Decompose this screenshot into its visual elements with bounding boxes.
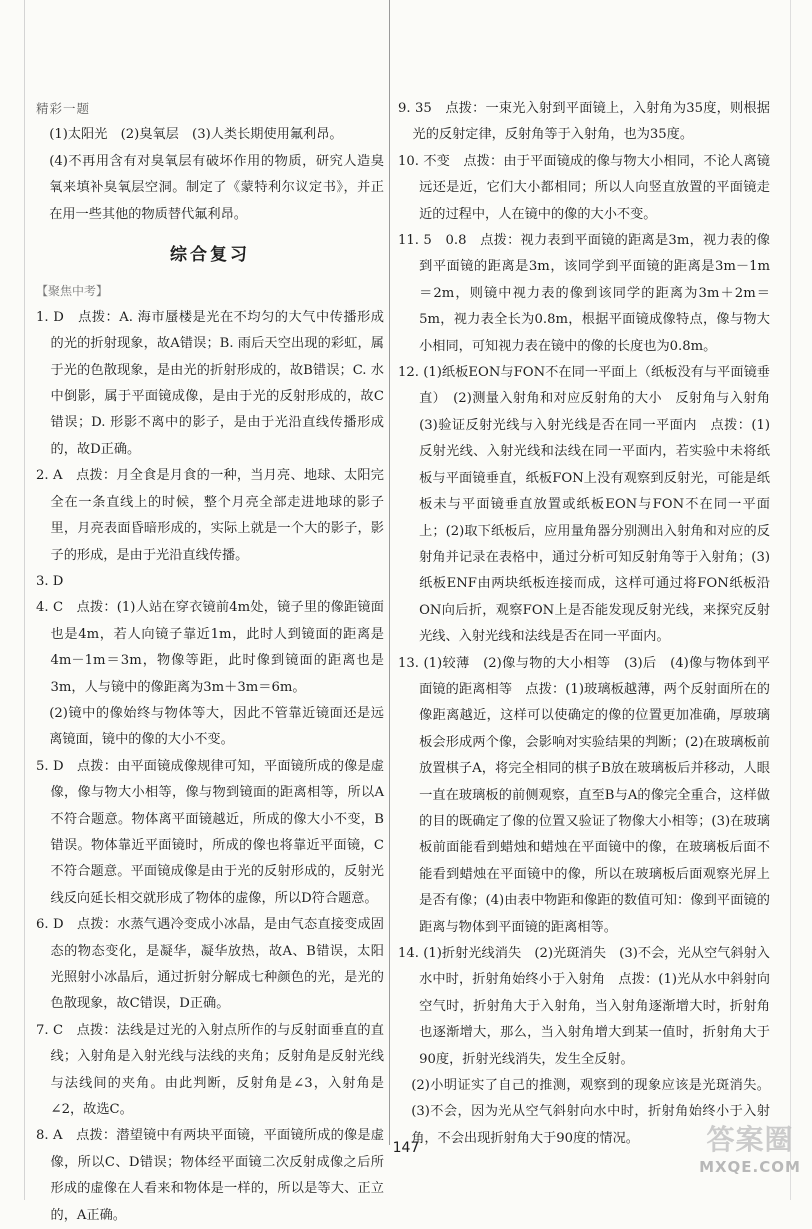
answer-item: 7. C 点拨：法线是过光的入射点所作的与反射面垂直的直线；入射角是入射光线与法线的夹角；反射角是反射光线与法线间的夹角。由此判断，反射角是∠3，入射角是∠2，故选C。 xyxy=(36,1022,384,1118)
answer-item: 13. (1)较薄 (2)像与物的大小相等 (3)后 (4)像与物体到平面镜的距离相等 点拨：(1)玻璃板越薄，两个反射面所在的像距离越近，这样可以使确定的像的位置更加准确，厚玻璃板会形成两个像，会影响对实验结果的判断；(2)在玻璃板前放置棋子A，将完全相同的棋子B放在玻璃板后并移动，人眼一直在玻璃板的前侧观察，直至B与A的像完全重合，这样做的目的既确定了像的位置又验证了物像大小相等；(3)在玻璃板前面能看到蜡烛和蜡烛在平面镜中的像，在玻璃板后面不能看到蜡烛在平面镜中的像，所以在玻璃板后面观察光屏上是否有像；(4)由表中物距和像距的数值可知：像到平面镜的距离与物体到平面镜的距离相等。 xyxy=(398,655,770,935)
answer-item: 8. A 点拨：潜望镜中有两块平面镜，平面镜所成的像是虚像，所以C、D错误；物体经平面镜二次反射成像之后所形成的虚像在人看来和物体是一样的，所以是等大、正立的，A正确。 xyxy=(36,1128,384,1223)
answer-item: 2. A 点拨：月全食是月食的一种，当月亮、地球、太阳完全在一条直线上的时候，整个月亮全部走进地球的影子里，月亮表面昏暗形成的，实际上就是一个大的影子，影子的形成，是由于光沿直线传播。 xyxy=(36,468,384,563)
answer-item: 12. (1)纸板EON与FON不在同一平面上（纸板没有与平面镜垂直） (2)测量入射角和对应反射角的大小 反射角与入射角 (3)验证反射光线与入射光线是否在同一平面内 点拨：(1)反射光线、入射光线和法线在同一平面内，若实验中未将纸板与平面镜垂直，纸板FON上没有观察到反射光，可能是纸板未与平面镜垂直放置或纸板EON与FON不在同一平面上；(2)取下纸板后，应用量角器分别测出入射角和对应的反射角并记录在表格中，通过分析可知反射角等于入射角；(3)纸板ENF由两块纸板连接而成，这样可通过将FON纸板沿ON向后折，观察FON上是否能发现反射光线，来探究反射光线、入射光线和法线是否在同一平面内。 xyxy=(398,365,784,645)
answer-continuation: (2)镜中的像始终与物体等大，因此不管靠近镜面还是远离镜面，镜中的像的大小不变。 xyxy=(49,705,384,748)
left-column xyxy=(36,96,384,1229)
page-number: 147 xyxy=(392,1140,420,1156)
answer-item: 11. 5 0.8 点拨：视力表到平面镜的距离是3m，视力表的像到平面镜的距离是3m，该同学到平面镜的距离是3m－1m＝2m，则镜中视力表的像到该同学的距离为3m＋2m＝5m，视力表全长为0.8m，根据平面镜成像特点，像与物大小相同，可知视力表在镜中的像的长度也为0.8m。 xyxy=(398,233,770,354)
answer-item: 14. (1)折射光线消失 (2)光斑消失 (3)不会，光从空气斜射入水中时，折射角始终小于入射角 点拨：(1)光从水中斜射向空气时，折射角大于入射角，当入射角逐渐增大时，折射角也逐渐增大，那么，当入射角增大到某一值时，折射角大于90度，折射光线消失，发生全反射。 xyxy=(398,946,770,1067)
watermark-logo xyxy=(694,1118,806,1198)
watermark-logo-text: 答案圈 xyxy=(706,1123,794,1156)
answer-continuation: (2)小明证实了自己的推测，观察到的现象应该是光斑消失。(3)不会，因为光从空气斜射向水中时，折射角始终小于入射角，不会出现折射角大于90度的情况。 xyxy=(411,1078,770,1146)
page-title: 综合复习 xyxy=(170,245,250,266)
watermark-url: MXQE.COM xyxy=(699,1158,801,1176)
answer-item: 4. C 点拨：(1)人站在穿衣镜前4m处，镜子里的像距镜面也是4m，若人向镜子靠近1m，此时人到镜面的距离是4m－1m＝3m，物像等距，此时像到镜面的距离也是3m，人与镜中的像距离为3m＋3m＝6m。 xyxy=(36,600,384,695)
answer-item: 10. 不变 点拨：由于平面镜成的像与物大小相同，不论人离镜远还是近，它们大小都相同；所以人向竖直放置的平面镜走近的过程中，人在镜中的像的大小不变。 xyxy=(398,153,770,222)
left-margin-line xyxy=(24,0,25,1200)
answer-item: 1. D 点拨：A. 海市蜃楼是光在不均匀的大气中传播形成的光的折射现象，故A错误；B. 雨后天空出现的彩虹，属于光的色散现象，是由光的折射形成的，故B错误；C. 水中倒影，属于平面镜成像，是由于光的反射形成的，故C错误；D. 形影不离中的影子，是由于光沿直线传播形成的，故D正确。 xyxy=(36,309,384,457)
section-label: 精彩一题 xyxy=(36,101,91,116)
section-tag: 【聚焦中考】 xyxy=(36,284,109,299)
intro-paragraph-2: (4)不再用含有对臭氧层有破坏作用的物质，研究人造臭氧来填补臭氧层空洞。制定了《蒙特利尔议定书》，并正在用一些其他的物质替代氟利昂。 xyxy=(49,153,384,222)
right-column xyxy=(398,96,784,1152)
intro-line-1: (1)太阳光 (2)臭氧层 (3)人类长期使用氟利昂。 xyxy=(49,127,343,143)
column-divider xyxy=(389,0,390,1145)
answer-item: 9. 35 点拨：一束光入射到平面镜上，入射角为35度，则根据光的反射定律，反射角等于入射角，也为35度。 xyxy=(398,101,770,143)
answer-item: 3. D xyxy=(36,573,64,589)
right-margin-line xyxy=(790,0,791,1200)
answer-item: 5. D 点拨：由平面镜成像规律可知，平面镜所成的像是虚像，像与物大小相等，像与物到镜面的距离相等，所以A不符合题意。物体离平面镜越近，所成的像大小不变，B错误。物体靠近平面镜时，所成的像也将靠近平面镜，C不符合题意。平面镜成像是由于光的反射形成的，反射光线反向延长相交就形成了物体的虚像，所以D符合题意。 xyxy=(36,758,384,906)
answer-item: 6. D 点拨：水蒸气遇冷变成小冰晶，是由气态直接变成固态的物态变化，是凝华，凝华放热，故A、B错误，太阳光照射小冰晶后，通过折射分解成七种颜色的光，是光的色散现象，故C错误，D正确。 xyxy=(36,917,384,1012)
